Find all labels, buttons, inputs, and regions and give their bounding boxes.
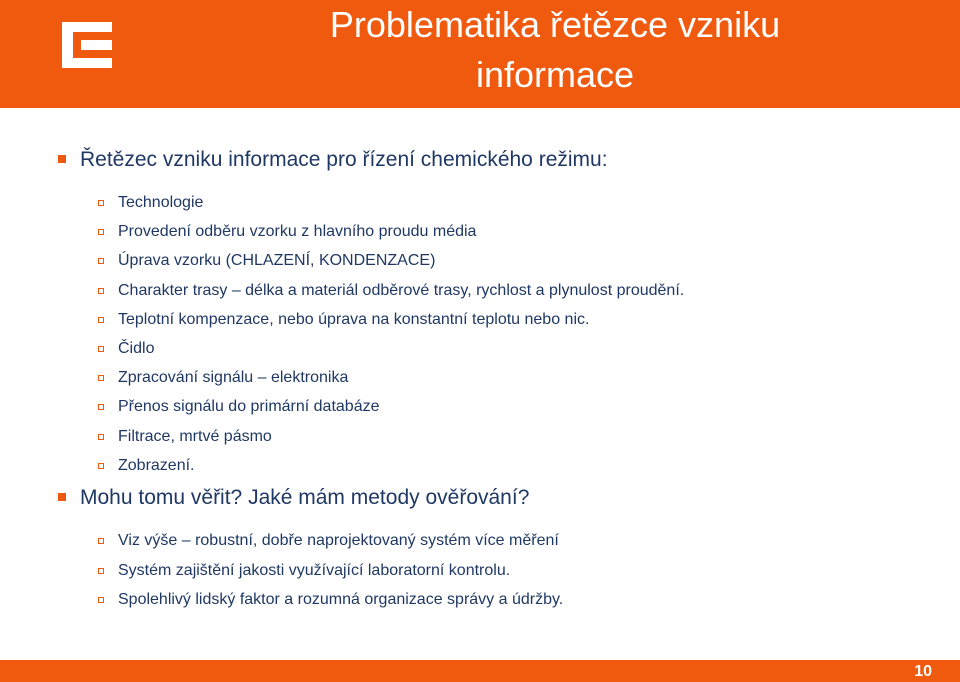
hollow-square-bullet-icon	[98, 404, 104, 410]
square-bullet-icon	[58, 493, 66, 501]
slide-title-line-1: Problematika řetězce vzniku	[329, 4, 781, 45]
slide-title-line-2: informace	[475, 54, 635, 95]
slide-footer	[0, 660, 960, 682]
hollow-square-bullet-icon	[98, 346, 104, 352]
hollow-square-bullet-icon	[98, 229, 104, 235]
hollow-square-bullet-icon	[98, 200, 104, 206]
hollow-square-bullet-icon	[98, 568, 104, 574]
hollow-square-bullet-icon	[98, 434, 104, 440]
hollow-square-bullet-icon	[98, 597, 104, 603]
page-number: 10	[914, 663, 932, 680]
hollow-square-bullet-icon	[98, 288, 104, 294]
hollow-square-bullet-icon	[98, 317, 104, 323]
hollow-square-bullet-icon	[98, 463, 104, 469]
slide-body: Řetězec vzniku informace pro řízení chemického režimu: Technologie Provedení odběru vzorku z hlavního proudu média Úprava vzorku (CHLAZENÍ, KONDENZACE) Charakter trasy – délka a materiál odběrové trasy, rychlost a plynulost proudění. Teplotní kompenzace, nebo úprava na konstantní teplotu nebo nic. Čidlo Zpracování signálu – elektronika Přenos signálu do primární databáze Filtrace, mrtvé pásmo Zobrazení. Mohu tomu věřit? Jaké mám metody ověřování? Viz výše – robustní, dobře naprojektovaný systém více měření Systém zajištění jakosti využívající laboratorní kontrolu. Spolehlivý lidský faktor a rozumná organizace správy a údržby.	[0, 0, 960, 682]
square-bullet-icon	[58, 155, 66, 163]
hollow-square-bullet-icon	[98, 258, 104, 264]
hollow-square-bullet-icon	[98, 375, 104, 381]
hollow-square-bullet-icon	[98, 538, 104, 544]
